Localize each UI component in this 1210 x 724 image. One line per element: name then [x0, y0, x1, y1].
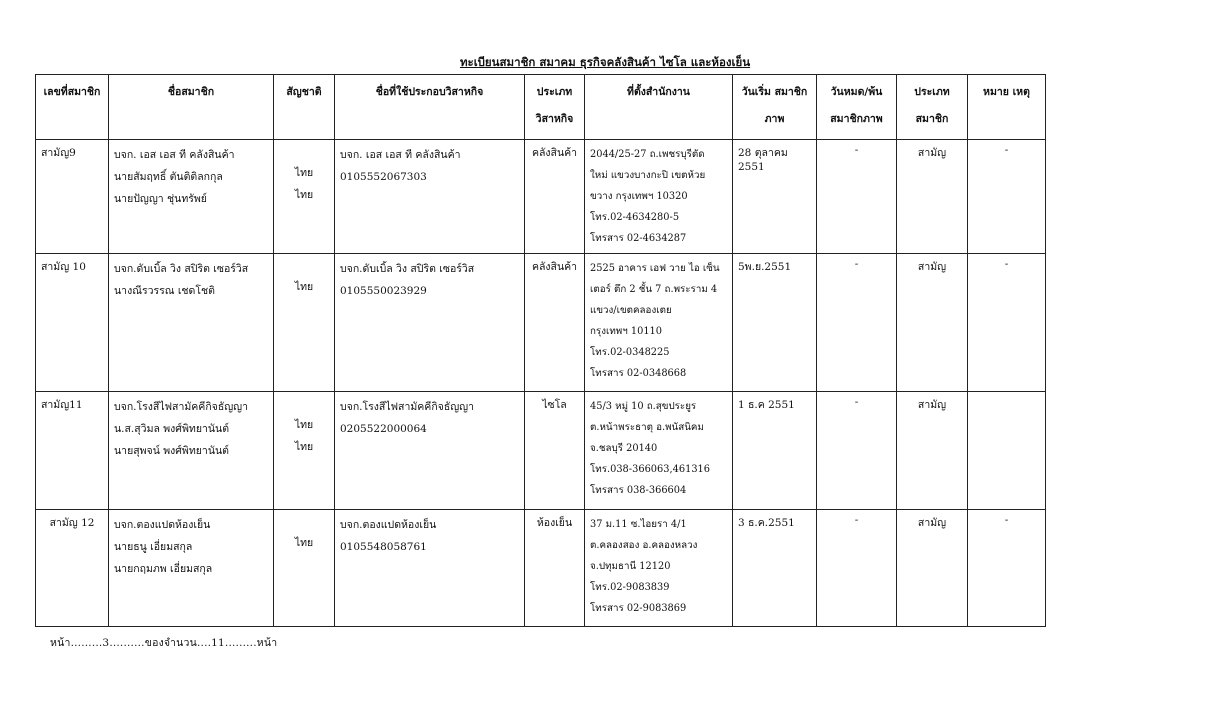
member-no: สามัญ11: [36, 392, 109, 510]
member-name-line: นายปัญญา ชุ่นทรัพย์: [114, 193, 207, 205]
address-line: จ.ชลบุรี 20140: [590, 443, 658, 454]
business-name: [335, 254, 525, 392]
office-address: [585, 254, 733, 392]
address-line: โทร.02-0348225: [590, 347, 670, 358]
address-line: โทรสาร 02-0348668: [590, 368, 687, 379]
remark: [968, 392, 1046, 510]
header-start-date: วันเริ่ม สมาชิกภาพ: [733, 75, 817, 140]
nationality-line: ไทย: [294, 537, 314, 549]
end-date: -: [817, 510, 897, 627]
start-date: 28 ตุลาคม 2551: [733, 140, 817, 254]
address-line: โทรสาร 02-4634287: [590, 233, 687, 244]
member-name-line: นายธนู เอี่ยมสกุล: [114, 541, 193, 553]
address-line: 2044/25-27 ถ.เพชรบุรีตัด: [590, 149, 705, 160]
address-line: 2525 อาคาร เอฟ วาย ไอ เซ็น: [590, 263, 720, 274]
end-date: -: [817, 140, 897, 254]
business-name-line: บจก.โรงสีไฟสามัคคีกิจธัญญา: [340, 401, 475, 413]
business-registration-no: 0105548058761: [340, 541, 427, 553]
address-line: โทร.038-366063,461316: [590, 464, 711, 475]
nationality-line: ไทย: [294, 441, 314, 453]
member-names: [109, 510, 274, 627]
header-end-date: วันหมด/พ้น สมาชิกภาพ: [817, 75, 897, 140]
member-type: สามัญ: [897, 392, 968, 510]
office-address: [585, 510, 733, 627]
nationality-line: ไทย: [294, 419, 314, 431]
address-line: จ.ปทุมธานี 12120: [590, 561, 671, 572]
member-name-line: บจก.ดับเบิ้ล วิง สปิริต เซอร์วิส: [114, 263, 249, 275]
member-type: สามัญ: [897, 254, 968, 392]
address-line: ขวาง กรุงเทพฯ 10320: [590, 191, 688, 202]
remark: -: [968, 510, 1046, 627]
header-business-name: ชื่อที่ใช้ประกอบวิสาหกิจ: [335, 75, 525, 140]
remark: -: [968, 254, 1046, 392]
business-name-line: บจก. เอส เอส ที คลังสินค้า: [340, 149, 461, 161]
document-title: ทะเบียนสมาชิก สมาคม ธุรกิจคลังสินค้า ไซโล และห้องเย็น: [459, 55, 751, 69]
table-row: [36, 254, 1046, 392]
member-names: [109, 392, 274, 510]
table-header-row: [36, 75, 1046, 140]
office-address: [585, 140, 733, 254]
nationality: [274, 510, 335, 627]
business-type: คลังสินค้า: [525, 140, 585, 254]
start-date: 3 ธ.ค.2551: [733, 510, 817, 627]
member-name-line: นายสัมฤทธิ์ ตันติติลกกุล: [114, 171, 223, 183]
business-name: [335, 510, 525, 627]
nationality-line: ไทย: [294, 281, 314, 293]
member-name-line: นายกฤมภพ เอี่ยมสกุล: [114, 563, 213, 575]
table-row: [36, 140, 1046, 254]
nationality-line: ไทย: [294, 167, 314, 179]
header-remark: หมาย เหตุ: [968, 75, 1046, 140]
office-address: [585, 392, 733, 510]
end-date: -: [817, 392, 897, 510]
member-no: สามัญ 10: [36, 254, 109, 392]
business-type: ไซโล: [525, 392, 585, 510]
member-names: [109, 140, 274, 254]
nationality-line: ไทย: [294, 189, 314, 201]
business-registration-no: 0205522000064: [340, 423, 427, 435]
member-type: สามัญ: [897, 140, 968, 254]
table-row: [36, 510, 1046, 627]
member-name-line: น.ส.สุวิมล พงศ์พิทยานันต์: [114, 423, 230, 435]
member-name-line: บจก.โรงสีไฟสามัคคีกิจธัญญา: [114, 401, 249, 413]
member-name-line: บจก.ตองแปดห้องเย็น: [114, 519, 211, 531]
member-type: สามัญ: [897, 510, 968, 627]
end-date: -: [817, 254, 897, 392]
member-names: [109, 254, 274, 392]
header-member-name: ชื่อสมาชิก: [109, 75, 274, 140]
address-line: กรุงเทพฯ 10110: [590, 326, 663, 337]
business-type: คลังสินค้า: [525, 254, 585, 392]
table-row: [36, 392, 1046, 510]
address-line: ใหม่ แขวงบางกะปิ เขตห้วย: [590, 170, 706, 181]
remark: -: [968, 140, 1046, 254]
member-registry-table: [35, 74, 1046, 627]
address-line: ต.หน้าพระธาตุ อ.พนัสนิคม: [590, 422, 704, 433]
member-name-line: บจก. เอส เอส ที คลังสินค้า: [114, 149, 235, 161]
business-name: [335, 140, 525, 254]
nationality: [274, 392, 335, 510]
address-line: 45/3 หมู่ 10 ถ.สุขประยูร: [590, 401, 697, 412]
address-line: โทร.02-9083839: [590, 582, 670, 593]
member-no: สามัญ 12: [36, 510, 109, 627]
business-name-line: บจก.ดับเบิ้ล วิง สปิริต เซอร์วิส: [340, 263, 475, 275]
member-name-line: นายสุพจน์ พงศ์พิทยานันต์: [114, 445, 230, 457]
member-no: สามัญ9: [36, 140, 109, 254]
business-name: [335, 392, 525, 510]
header-member-no: เลขที่สมาชิก: [36, 75, 109, 140]
page-number-footer: หน้า.........3..........ของจำนวน....11.........หน้า: [50, 637, 278, 649]
address-line: โทรสาร 038-366604: [590, 485, 687, 496]
header-nationality: สัญชาติ: [274, 75, 335, 140]
header-business-type: ประเภท วิสาหกิจ: [525, 75, 585, 140]
start-date: 5พ.ย.2551: [733, 254, 817, 392]
start-date: 1 ธ.ค 2551: [733, 392, 817, 510]
header-member-type: ประเภท สมาชิก: [897, 75, 968, 140]
address-line: เตอร์ ตึก 2 ชั้น 7 ถ.พระราม 4: [590, 284, 718, 295]
business-registration-no: 0105552067303: [340, 171, 427, 183]
nationality: [274, 254, 335, 392]
nationality: [274, 140, 335, 254]
address-line: โทร.02-4634280-5: [590, 212, 680, 223]
header-office-address: ที่ตั้งสำนักงาน: [585, 75, 733, 140]
business-registration-no: 0105550023929: [340, 285, 427, 297]
member-name-line: นางณีรวรรณ เชดโชติ: [114, 285, 215, 297]
address-line: 37 ม.11 ซ.ไอยรา 4/1: [590, 519, 687, 530]
business-type: ห้องเย็น: [525, 510, 585, 627]
address-line: ต.คลองสอง อ.คลองหลวง: [590, 540, 698, 551]
address-line: โทรสาร 02-9083869: [590, 603, 687, 614]
address-line: แขวง/เขตคลองเตย: [590, 305, 672, 316]
business-name-line: บจก.ตองแปดห้องเย็น: [340, 519, 437, 531]
